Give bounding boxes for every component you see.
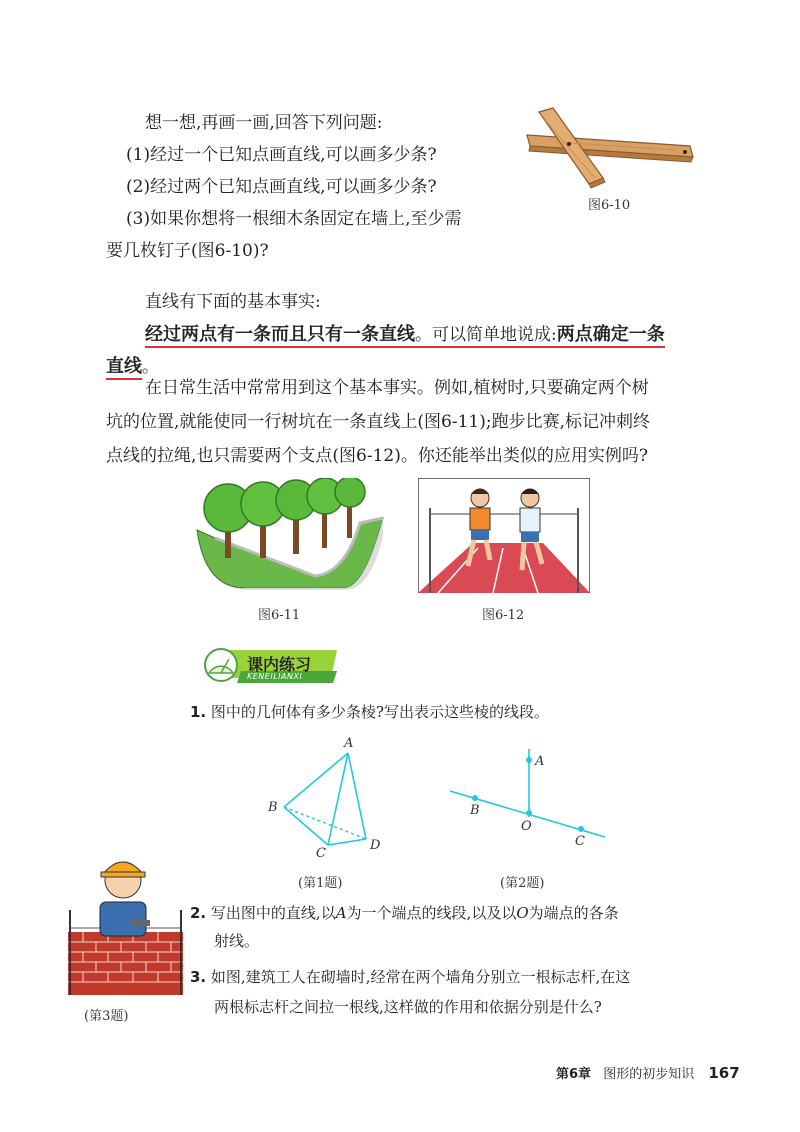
page-footer bbox=[556, 1063, 740, 1082]
application-paragraph-line-3: 点线的拉绳,也只需要两个支点(图6-12)。你还能举出类似的应用实例吗? bbox=[106, 446, 648, 466]
page-number: 167 bbox=[708, 1064, 740, 1082]
point-label-o: O bbox=[521, 819, 532, 834]
fact-intro: 直线有下面的基本事实: bbox=[145, 292, 321, 312]
think-question-1: (1)经过一个已知点画直线,可以画多少条? bbox=[126, 145, 437, 165]
vertex-label-a: A bbox=[344, 736, 354, 751]
q2-number: 2. bbox=[190, 904, 207, 922]
figure-6-11-caption: 图6-11 bbox=[258, 608, 301, 623]
running-race-illustration bbox=[418, 478, 590, 593]
exercise-q2-cont: 射线。 bbox=[214, 932, 260, 950]
point-label-a: A bbox=[535, 754, 545, 769]
footer-chapter: 第6章 bbox=[556, 1067, 592, 1082]
q3-number: 3. bbox=[190, 968, 207, 986]
think-question-3: (3)如果你想将一根细木条固定在墙上,至少需 bbox=[126, 209, 462, 229]
exercise-title: 课内练习 bbox=[247, 655, 312, 674]
point-label-b: B bbox=[470, 803, 480, 818]
basic-fact-end: 。 bbox=[142, 357, 159, 377]
q2-point-a: A bbox=[335, 904, 347, 922]
think-intro: 想一想,再画一画,回答下列问题: bbox=[145, 113, 383, 133]
exercise-q3-cont: 两根标志杆之间拉一根线,这样做的作用和依据分别是什么? bbox=[214, 998, 602, 1016]
vertex-label-b: B bbox=[268, 800, 278, 815]
q2-point-o: O bbox=[516, 904, 529, 922]
lines-rays-figure bbox=[445, 745, 615, 855]
basic-fact-short-1: 两点确定一条 bbox=[557, 324, 665, 348]
figure-q2-caption: (第2题) bbox=[500, 876, 545, 891]
vertex-label-d: D bbox=[370, 838, 381, 853]
basic-fact-mid: 。可以简单地说成: bbox=[415, 325, 557, 348]
footer-chapter-title: 图形的初步知识 bbox=[603, 1067, 695, 1082]
figure-q1-caption: (第1题) bbox=[298, 876, 343, 891]
think-question-3-cont: 要几枚钉子(图6-10)? bbox=[106, 241, 269, 261]
q2-text-c: 为端点的各条 bbox=[528, 904, 619, 922]
exercise-q2 bbox=[190, 904, 619, 922]
exercise-q3 bbox=[190, 968, 630, 986]
exercise-q1 bbox=[190, 703, 549, 721]
protractor-icon bbox=[203, 647, 239, 683]
q2-text-a: 写出图中的直线,以 bbox=[210, 904, 336, 922]
q1-number: 1. bbox=[190, 703, 207, 721]
basic-fact-short-2: 直线 bbox=[106, 356, 142, 380]
point-label-c: C bbox=[575, 834, 585, 849]
figure-6-12-caption: 图6-12 bbox=[482, 608, 525, 623]
wood-sticks-illustration bbox=[525, 100, 700, 190]
q3-text: 如图,建筑工人在砌墙时,经常在两个墙角分别立一根标志杆,在这 bbox=[210, 968, 631, 986]
application-paragraph-line-1: 在日常生活中常常用到这个基本事实。例如,植树时,只要确定两个树 bbox=[145, 378, 649, 398]
pyramid-figure bbox=[260, 735, 390, 860]
exercise-subtitle: KENEILIANXI bbox=[247, 672, 303, 681]
trees-row-illustration bbox=[195, 478, 385, 593]
vertex-label-c: C bbox=[316, 846, 326, 860]
figure-q3-caption: (第3题) bbox=[84, 1009, 129, 1024]
basic-fact-statement: 经过两点有一条而且只有一条直线 bbox=[145, 324, 415, 348]
basic-fact-line bbox=[145, 320, 665, 346]
worker-wall-illustration bbox=[68, 850, 183, 995]
exercise-header bbox=[203, 645, 339, 685]
q1-text: 图中的几何体有多少条棱?写出表示这些棱的线段。 bbox=[210, 703, 549, 721]
figure-6-10-caption: 图6-10 bbox=[588, 198, 631, 213]
q2-text-b: 为一个端点的线段,以及以 bbox=[346, 904, 517, 922]
think-question-2: (2)经过两个已知点画直线,可以画多少条? bbox=[126, 177, 437, 197]
application-paragraph-line-2: 坑的位置,就能使同一行树坑在一条直线上(图6-11);跑步比赛,标记冲刺终 bbox=[106, 412, 650, 432]
